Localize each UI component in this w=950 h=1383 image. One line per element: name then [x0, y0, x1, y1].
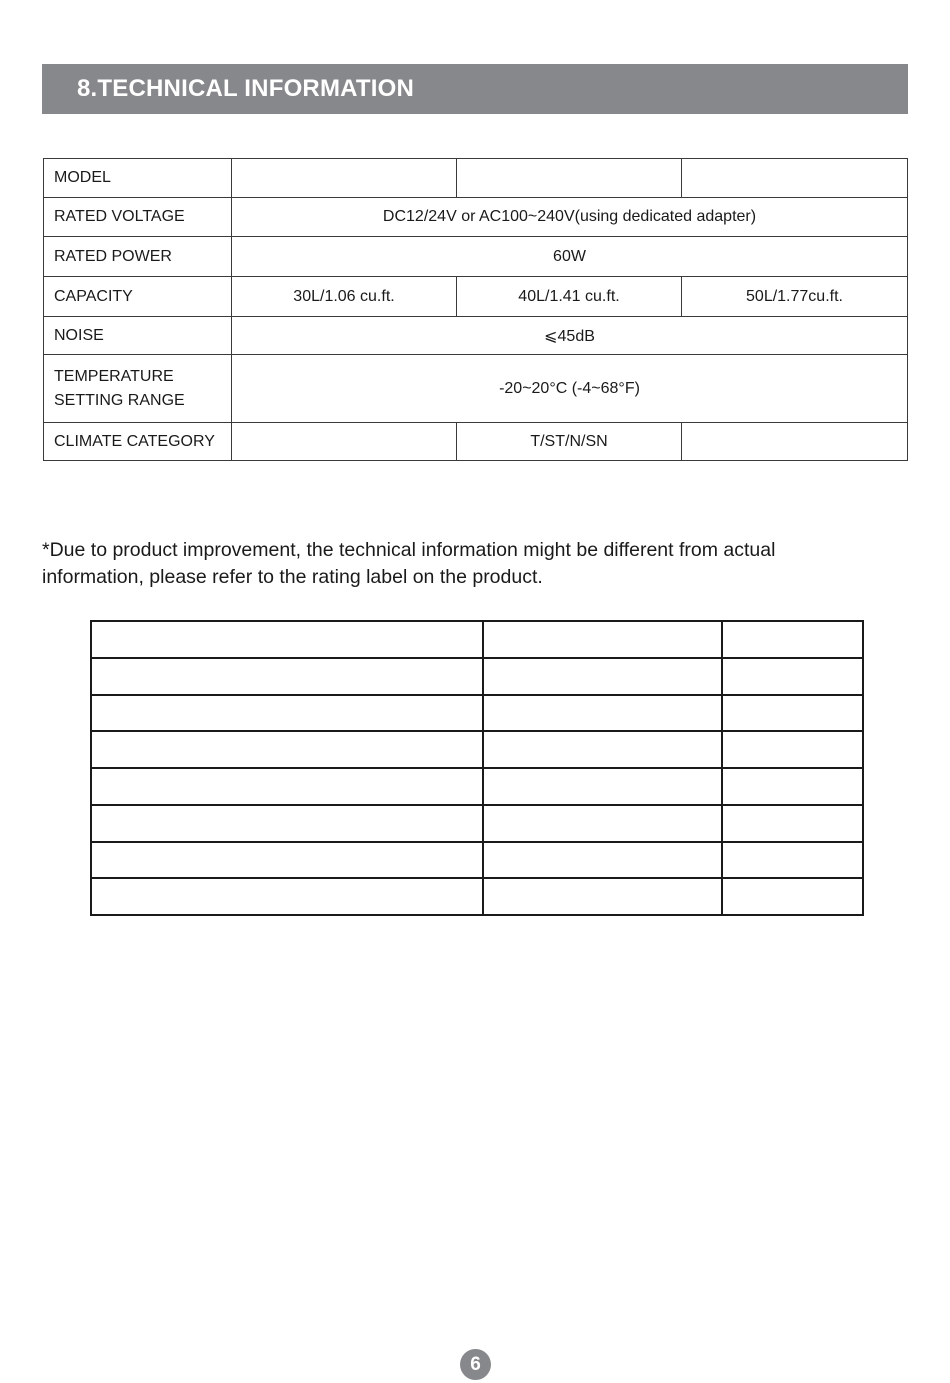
model-value-3: [682, 159, 908, 198]
row-capacity: [44, 277, 908, 317]
table-row: [91, 842, 863, 879]
section-header: [42, 64, 908, 114]
table-cell: [483, 768, 722, 805]
technical-spec-table: [43, 158, 908, 461]
table-cell: [91, 621, 483, 658]
label-model: MODEL: [44, 159, 232, 198]
label-temperature-line2: SETTING RANGE: [54, 391, 185, 409]
capacity-value-3: 50L/1.77cu.ft.: [682, 277, 908, 317]
label-rated-voltage: RATED VOLTAGE: [44, 198, 232, 237]
label-temperature-line1: TEMPERATURE: [54, 367, 174, 385]
row-noise: [44, 317, 908, 355]
climate-value-2: T/ST/N/SN: [457, 423, 682, 461]
table-cell: [91, 842, 483, 879]
table-cell: [722, 805, 863, 842]
table-cell: [483, 621, 722, 658]
table-cell: [91, 658, 483, 695]
model-value-1: [232, 159, 457, 198]
row-rated-power: [44, 237, 908, 277]
table-cell: [722, 658, 863, 695]
rated-power-value: 60W: [232, 237, 908, 277]
row-rated-voltage: [44, 198, 908, 237]
table-cell: [91, 695, 483, 732]
table-cell: [722, 731, 863, 768]
table-row: [91, 731, 863, 768]
row-temperature: [44, 355, 908, 423]
table-row: [91, 878, 863, 915]
label-rated-power: RATED POWER: [44, 237, 232, 277]
capacity-value-2: 40L/1.41 cu.ft.: [457, 277, 682, 317]
label-climate-category: CLIMATE CATEGORY: [44, 423, 232, 461]
temperature-value: -20~20°C (-4~68°F): [232, 355, 908, 423]
table-cell: [483, 695, 722, 732]
row-model: [44, 159, 908, 198]
table-cell: [91, 768, 483, 805]
table-cell: [722, 695, 863, 732]
climate-value-1: [232, 423, 457, 461]
label-temperature: [44, 355, 232, 423]
table-row: [91, 805, 863, 842]
disclaimer-line-2: information, please refer to the rating label on the product.: [42, 566, 543, 588]
table-cell: [722, 878, 863, 915]
blank-table: [90, 620, 864, 916]
table-cell: [483, 878, 722, 915]
table-cell: [483, 842, 722, 879]
row-climate-category: [44, 423, 908, 461]
table-cell: [483, 805, 722, 842]
table-cell: [483, 731, 722, 768]
noise-value: ⩽45dB: [232, 317, 908, 355]
table-cell: [722, 768, 863, 805]
model-value-2: [457, 159, 682, 198]
table-cell: [722, 842, 863, 879]
table-row: [91, 658, 863, 695]
section-title: 8.TECHNICAL INFORMATION: [77, 75, 415, 102]
disclaimer-line-1: *Due to product improvement, the technical information might be different from actual: [42, 539, 776, 561]
rated-voltage-value: DC12/24V or AC100~240V(using dedicated adapter): [232, 198, 908, 237]
table-cell: [91, 805, 483, 842]
table-cell: [91, 731, 483, 768]
page-number-badge: [460, 1349, 491, 1380]
label-noise: NOISE: [44, 317, 232, 355]
table-row: [91, 768, 863, 805]
table-row: [91, 695, 863, 732]
table-cell: [722, 621, 863, 658]
climate-value-3: [682, 423, 908, 461]
capacity-value-1: 30L/1.06 cu.ft.: [232, 277, 457, 317]
table-row: [91, 621, 863, 658]
table-cell: [483, 658, 722, 695]
table-cell: [91, 878, 483, 915]
disclaimer-note: [42, 537, 912, 591]
label-capacity: CAPACITY: [44, 277, 232, 317]
page-number: 6: [470, 1353, 481, 1375]
